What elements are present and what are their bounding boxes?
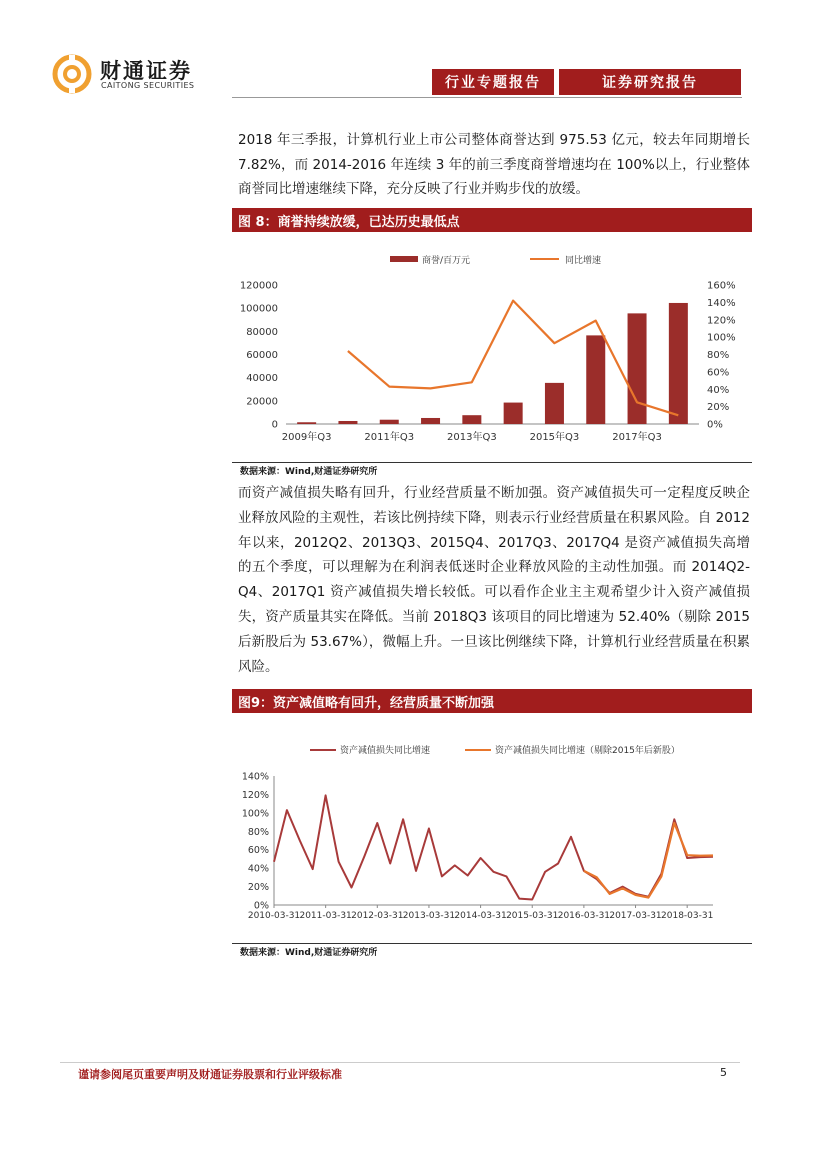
y-tick-label: 80% [247,826,269,838]
goodwill-bar [338,421,357,424]
left-tick-label: 120000 [239,280,278,292]
x-tick-label: 2011年Q3 [364,432,415,443]
x-tick-label: 2015年Q3 [529,432,580,443]
x-tick-label: 2014-03-31 [454,911,507,921]
goodwill-bar [586,335,605,424]
impairment-growth-ex-new-line [584,823,713,898]
x-tick-label: 2010-03-31 [247,911,301,921]
right-tick-label: 120% [707,315,736,327]
y-tick-label: 0% [253,900,269,912]
right-tick-label: 20% [707,402,730,414]
x-tick-label: 2017-03-31 [609,911,662,921]
x-tick-label: 2009年Q3 [281,432,332,443]
right-tick-label: 100% [707,332,736,344]
goodwill-bar [628,313,647,424]
right-tick-label: 40% [707,384,730,396]
right-tick-label: 140% [707,297,736,309]
y-tick-label: 140% [241,771,269,783]
x-tick-label: 2016-03-31 [557,911,611,921]
brand-name-cn: 财通证券 [100,59,192,83]
figure-9-title: 图9：资产减值略有回升，经营质量不断加强 [232,689,752,713]
left-tick-label: 20000 [246,396,278,408]
y-tick-label: 20% [247,882,269,894]
legend-label-growth: 同比增速 [565,256,602,266]
legend-label-impairment: 资产减值损失同比增速 [340,746,431,756]
goodwill-bar [669,303,688,424]
report-type-tab: 行业专题报告 [432,69,554,95]
paragraph-impairment: 而资产减值损失略有回升，行业经营质量不断加强。资产减值损失可一定程度反映企业释放风险的主观性，若该比例持续下降，则表示行业经营质量在积累风险。自 2012 年以来，2012Q2、2013Q3、2015Q4、2017Q3、2017Q4 是资产减值损失高增的五个季度，可以理解为在利润表低迷时企业释放风险的主动性加强。而 2014Q2-Q4、2017Q1 资产减值损失增长较低。可以看作企业主主观希望少计入资产减值损失，资产质量其实在降低。当前 2018Q3 该项目的同比增速为 52.40%（剔除 2015 后新股后为 53.67%），微幅上升。一旦该比例继续下降，计算机行业经营质量在积累风险。 [238,485,750,675]
legend-label-goodwill: 商誉/百万元 [422,256,471,266]
x-tick-label: 2013-03-31 [402,911,456,921]
right-tick-label: 60% [707,367,730,379]
left-tick-label: 80000 [246,326,278,338]
paragraph-goodwill: 2018 年三季报，计算机行业上市公司整体商誉达到 975.53 亿元，较去年同期增长 7.82%，而 2014-2016 年连续 3 年的前三季度商誉增速均在 100%以上，行业整体商誉同比增速继续下降，充分反映了行业并购步伐的放缓。 [238,132,750,198]
y-tick-label: 60% [247,845,269,857]
goodwill-chart [232,238,752,460]
right-tick-label: 0% [707,419,723,431]
left-tick-label: 0 [271,419,278,431]
x-tick-label: 2017年Q3 [612,432,662,443]
footer-divider [60,1062,740,1063]
figure-8-source: 数据来源：Wind,财通证券研究所 [240,467,378,477]
x-tick-label: 2012-03-31 [351,911,404,921]
y-tick-label: 120% [241,789,269,801]
report-category-tab: 证券研究报告 [559,69,741,95]
header-divider [232,97,742,98]
right-tick-label: 160% [707,280,736,292]
figure-8-rule [232,462,752,463]
caitong-logo-icon [52,54,92,94]
page-number: 5 [720,1066,727,1079]
brand-name-en: CAITONG SECURITIES [101,81,195,90]
goodwill-bar [297,422,316,424]
goodwill-bar [380,420,399,424]
left-tick-label: 60000 [246,350,278,361]
goodwill-bar [545,383,564,424]
legend-label-impairment-ex-new: 资产减值损失同比增速（剔除2015年后新股） [495,746,680,756]
goodwill-bar [462,415,481,424]
footer-disclaimer: 谨请参阅尾页重要声明及财通证券股票和行业评级标准 [78,1068,342,1081]
figure-9-source: 数据来源：Wind,财通证券研究所 [240,948,378,958]
figure-9-rule [232,943,752,944]
goodwill-bar [421,418,440,424]
figure-8-title: 图 8：商誉持续放缓，已达历史最低点 [232,208,752,232]
y-tick-label: 100% [241,808,269,820]
legend-swatch-goodwill [390,256,418,262]
x-tick-label: 2015-03-31 [506,911,559,921]
right-tick-label: 80% [707,350,730,361]
left-tick-label: 100000 [239,303,278,315]
x-tick-label: 2011-03-31 [299,911,352,921]
x-tick-label: 2013年Q3 [447,432,497,443]
x-tick-label: 2018-03-31 [661,911,714,921]
y-tick-label: 40% [247,863,269,875]
goodwill-bar [504,403,523,424]
impairment-chart [232,722,752,942]
left-tick-label: 40000 [246,373,278,385]
impairment-growth-line [274,795,713,899]
